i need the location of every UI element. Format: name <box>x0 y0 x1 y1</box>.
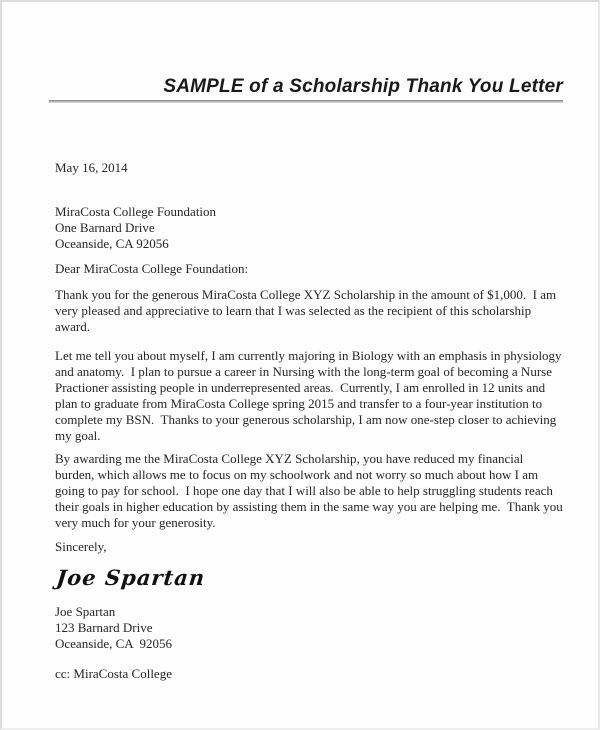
body-paragraph-3: By awarding me the MiraCosta College XYZ Scholarship, you have reduced my financial burden, which allows me to focus on my schoolwork and not worry so much about how I am going to pay for school. I hope one day that I will also be able to help struggling students reach their goals in higher education by assisting them in the same way you are helping me. Thank you very much for your generosity. <box>55 451 566 530</box>
title-underline-rule <box>49 100 563 103</box>
cc-line: cc: MiraCosta College <box>55 666 172 681</box>
recipient-street: One Barnard Drive <box>55 220 155 235</box>
body-paragraph-1: Thank you for the generous MiraCosta College XYZ Scholarship in the amount of $1,000. I am very pleased and appreciative to learn that I was selected as the recipient of this scholarship award. <box>55 287 560 334</box>
handwritten-signature: Joe Spartan <box>55 565 207 590</box>
sender-street: 123 Barnard Drive <box>55 620 153 635</box>
recipient-name: MiraCosta College Foundation <box>55 204 217 219</box>
sender-city-state-zip: Oceanside, CA 92056 <box>55 636 172 651</box>
body-paragraph-2: Let me tell you about myself, I am currently majoring in Biology with an emphasis in physiology and anatomy. I plan to pursue a career in Nursing with the long-term goal of becoming a Nurse Practioner assisting people in underrepresented areas. Currently, I am enrolled in 12 units and plan to graduate from MiraCosta College spring 2015 and transfer to a four-year institution to complete my BSN. Thanks to your generous scholarship, I am now one-step closer to achieving my goal. <box>55 348 565 443</box>
sender-address-block <box>55 604 563 652</box>
sender-name: Joe Spartan <box>55 604 116 619</box>
document-title: SAMPLE of a Scholarship Thank You Letter <box>163 76 563 97</box>
salutation: Dear MiraCosta College Foundation: <box>55 261 249 276</box>
letter-date: May 16, 2014 <box>55 160 128 175</box>
closing-sincerely: Sincerely, <box>55 539 107 554</box>
recipient-city-state-zip: Oceanside, CA 92056 <box>55 236 169 251</box>
recipient-address-block <box>55 204 563 252</box>
